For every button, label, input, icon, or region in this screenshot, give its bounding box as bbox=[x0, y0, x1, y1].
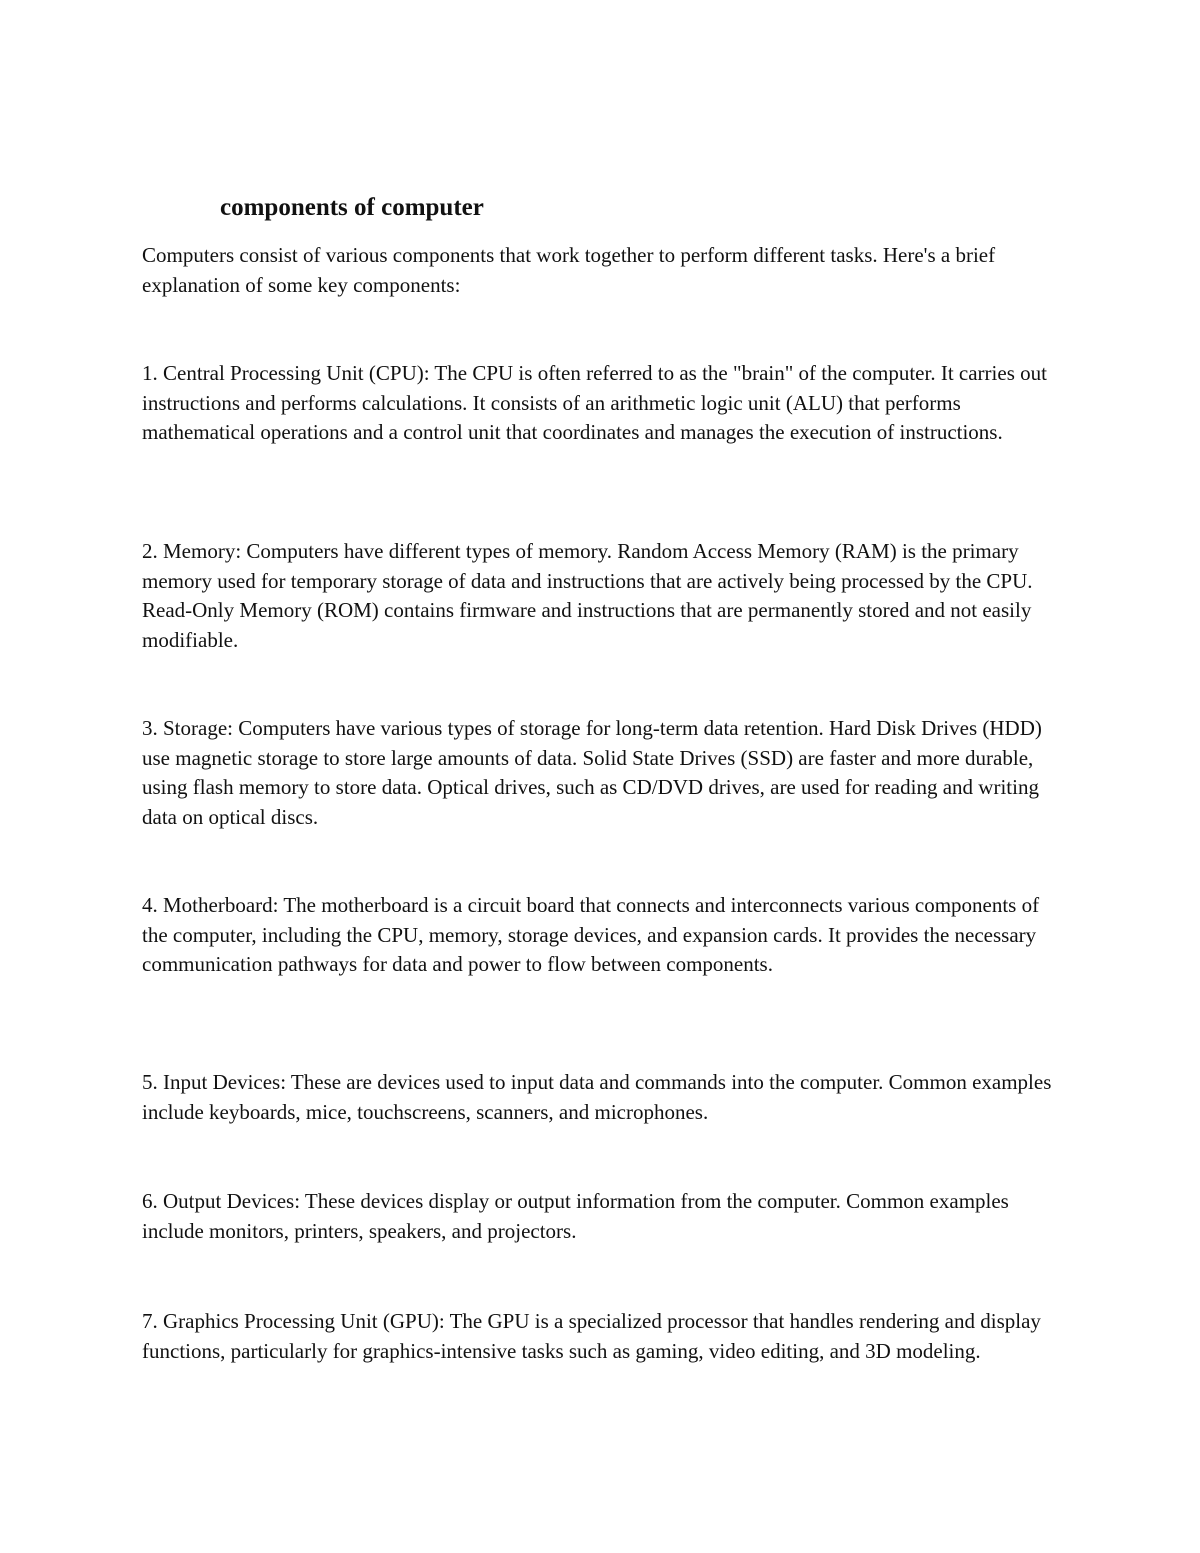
section-storage: 3. Storage: Computers have various types of storage for long-term data retention. Hard Disk Drives (HDD) use magnetic storage to store large amounts of data. Solid State Drives (SSD) are faster and more durable, using flash memory to store data. Optical drives, such as CD/DVD drives, are used for reading and writing data on optical discs. bbox=[142, 716, 1042, 829]
intro-paragraph: Computers consist of various components that work together to perform different tasks. Here's a brief explanation of some key components: bbox=[142, 243, 996, 297]
section-input-devices: 5. Input Devices: These are devices used to input data and commands into the computer. Common examples include keyboards, mice, touchscreens, scanners, and microphones. bbox=[142, 1070, 1052, 1124]
section-memory: 2. Memory: Computers have different types of memory. Random Access Memory (RAM) is the primary memory used for temporary storage of data and instructions that are actively being processed by the CPU. Read-Only Memory (ROM) contains firmware and instructions that are permanently stored and not easily modifiable. bbox=[142, 539, 1033, 652]
section-output-devices: 6. Output Devices: These devices display or output information from the computer. Common examples include monitors, printers, speakers, and projectors. bbox=[142, 1189, 1009, 1243]
section-cpu: 1. Central Processing Unit (CPU): The CPU is often referred to as the "brain" of the computer. It carries out instructions and performs calculations. It consists of an arithmetic logic unit (ALU) that performs mathematical operations and a control unit that coordinates and manages the execution of instructions. bbox=[142, 361, 1047, 444]
document-title: components of computer bbox=[220, 194, 484, 221]
section-motherboard: 4. Motherboard: The motherboard is a circuit board that connects and interconnects various components of the computer, including the CPU, memory, storage devices, and expansion cards. It provides the necessary communication pathways for data and power to flow between components. bbox=[142, 893, 1040, 976]
section-gpu: 7. Graphics Processing Unit (GPU): The GPU is a specialized processor that handles rendering and display functions, particularly for graphics-intensive tasks such as gaming, video editing, and 3D modeling. bbox=[142, 1309, 1041, 1363]
